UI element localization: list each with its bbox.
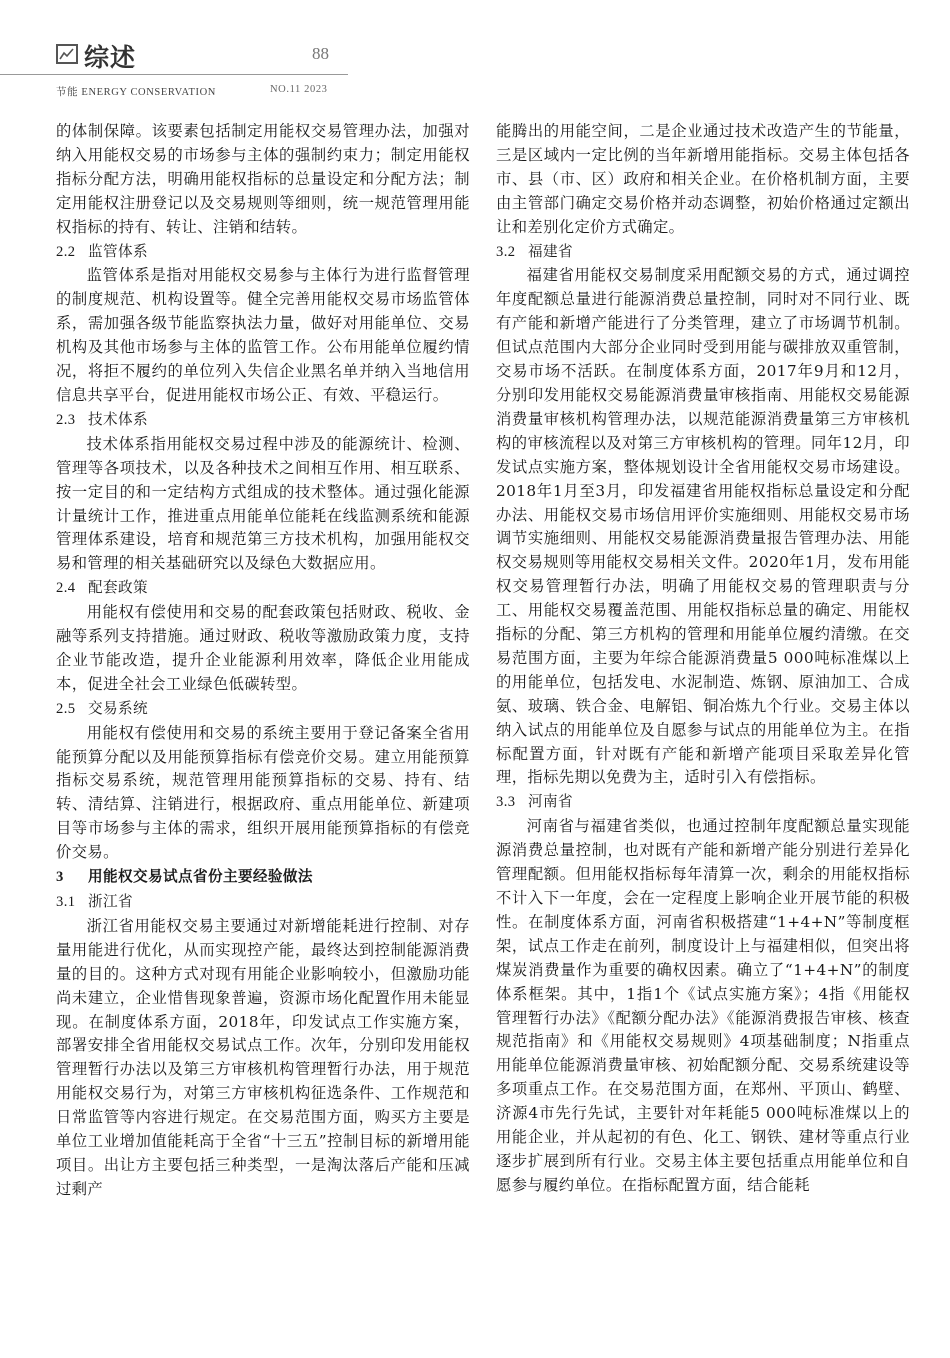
paragraph: 用能权有偿使用和交易的系统主要用于登记备案全省用能预算分配以及用能预算指标有偿竞价交易。建立用能预算指标交易系统，规范管理用能预算指标的交易、持有、结转、清结算、注销进行，根据政府、重点用能单位、新建项目等市场参与主体的需求，组织开展用能预算指标的有偿竞价交易。	[56, 723, 470, 862]
paragraph: 浙江省用能权交易主要通过对新增能耗进行控制、对存量用能进行优化，从而实现控产能，最终达到控制能源消费量的目的。这种方式对现有用能企业影响较小，但激励功能尚未建立，企业惜售现象普遍，资源市场化配置作用未能显现。在制度体系方面，2018年，印发试点工作实施方案，部署安排全省用能权交易试点工作。次年，分别印发用能权管理暂行办法以及第三方审核机构管理暂行办法，用于规范用能权交易行为，对第三方审核机构征选条件、工作规范和日常监管等内容进行规定。在交易范围方面，购买方主要是单位工业增加值能耗高于全省“十三五”控制目标的新增用能项目。出让方主要包括三种类型，一是淘汰落后产能和压减过剩产	[56, 916, 470, 1198]
header-rule	[0, 74, 348, 75]
paragraph: 能腾出的用能空间，二是企业通过技术改造产生的节能量，三是区域内一定比例的当年新增用能指标。交易主体包括各市、县（市、区）政府和相关企业。在价格机制方面，主要由主管部门确定交易价格并动态调整，初始价格通过定额出让和差别化定价方式确定。	[496, 122, 910, 236]
section-title: 综述	[84, 43, 137, 72]
heading-3: 3 用能权交易试点省份主要经验做法	[56, 868, 313, 886]
heading-2-4: 2.4 配套政策	[56, 579, 148, 597]
paragraph: 技术体系指用能权交易过程中涉及的能源统计、检测、管理等各项技术，以及各种技术之间相互作用、相互联系、按一定目的和一定结构方式组成的技术整体。通过强化能源计量统计工作，推进重点用能单位能耗在线监测系统和能源管理体系建设，培育和规范第三方技术机构，加强用能权交易和管理的相关基础研究以及绿色大数据应用。	[56, 434, 470, 573]
paragraph: 的体制保障。该要素包括制定用能权交易管理办法，加强对纳入用能权交易的市场参与主体的强制约束力；制定用能权指标分配方法，明确用能权指标的总量设定和分配方法；制定用能权注册登记以及交易规则等细则，统一规范管理用能权指标的持有、转让、注销和结转。	[56, 122, 470, 236]
heading-3-2: 3.2 福建省	[496, 242, 573, 260]
page-header	[0, 0, 950, 100]
heading-2-5: 2.5 交易系统	[56, 699, 148, 717]
left-column	[56, 120, 470, 1202]
paragraph: 用能权有偿使用和交易的配套政策包括财政、税收、金融等系列支持措施。通过财政、税收等激励政策力度，支持企业节能改造，提升企业能源利用效率，降低企业用能成本，促进全社会工业绿色低碳转型。	[56, 603, 470, 693]
journal-name: 节能 ENERGY CONSERVATION	[56, 87, 216, 98]
paragraph: 河南省与福建省类似，也通过控制年度配额总量实现能源消费总量控制，也对既有产能和新增产能分别进行差异化管理配额。但用能权指标每年清算一次，剩余的用能权指标不计入下一年度，会在一定程度上影响企业开展节能的积极性。在制度体系方面，河南省积极搭建“1+4+N”等制度框架，试点工作走在前列，制度设计上与福建相似，但突出将煤炭消费量作为重要的确权因素。确立了“1+4+N”的制度体系框架。其中，1指1个《试点实施方案》；4指《用能权管理暂行办法》《配额分配办法》《能源消费报告审核、核查规范指南》和《用能权交易规则》4项基础制度；N指重点用能单位能源消费量审核、初始配额分配、交易系统建设等多项重点工作。在交易范围方面，在郑州、平顶山、鹤壁、济源4市先行先试，主要针对年耗能5 000吨标准煤以上的用能企业，并从起初的有色、化工、钢铁、建材等重点行业逐步扩展到所有行业。交易主体主要包括重点用能单位和自愿参与履约单位。在指标配置方面，结合能耗	[496, 817, 910, 1194]
chart-icon	[56, 44, 78, 64]
heading-3-3: 3.3 河南省	[496, 793, 573, 811]
heading-3-1: 3.1 浙江省	[56, 893, 133, 910]
issue-number: NO.11 2023	[270, 84, 328, 95]
paragraph: 福建省用能权交易制度采用配额交易的方式，通过调控年度配额总量进行能源消费总量控制，同时对不同行业、既有产能和新增产能进行了分类管理，建立了市场调节机制。但试点范围内大部分企业同时受到用能与碳排放双重管制，交易市场不活跃。在制度体系方面，2017年9月和12月，分别印发用能权交易能源消费量审核指南、用能权交易能源消费量审核机构管理办法，以规范能源消费量第三方审核机构的审核流程以及对第三方审核机构的管理。同年12月，印发试点实施方案，整体规划设计全省用能权交易市场建设。2018年1月至3月，印发福建省用能权指标总量设定和分配办法、用能权交易市场信用评价实施细则、用能权交易市场调节实施细则、用能权交易能源消费量报告管理办法、用能权交易规则等用能权交易相关文件。2020年1月，发布用能权交易管理暂行办法，明确了用能权交易的管理职责与分工、用能权交易覆盖范围、用能权指标总量的确定、用能权指标的分配、第三方机构的管理和用能单位履约清缴。在交易范围方面，主要为年综合能源消费量5 000吨标准煤以上的用能单位，包括发电、水泥制造、炼钢、原油加工、合成氨、玻璃、铁合金、电解铝、铜冶炼九个行业。交易主体以纳入试点的用能单位及自愿参与试点的用能单位为主。在指标配置方面，针对既有产能和新增产能项目采取差异化管理，指标先期以免费为主，适时引入有偿指标。	[496, 266, 910, 787]
heading-2-3: 2.3 技术体系	[56, 410, 148, 428]
heading-2-2: 2.2 监管体系	[56, 242, 148, 260]
right-column	[496, 120, 910, 1198]
paragraph: 监管体系是指对用能权交易参与主体行为进行监督管理的制度规范、机构设置等。健全完善用能权交易市场监管体系，需加强各级节能监察执法力量，做好对用能单位、交易机构及其他市场参与主体的监管工作。公布用能单位履约情况，将拒不履约的单位列入失信企业黑名单并纳入当地信用信息共享平台，促进用能权市场公正、有效、平稳运行。	[56, 266, 470, 404]
page-number: 88	[312, 44, 329, 63]
